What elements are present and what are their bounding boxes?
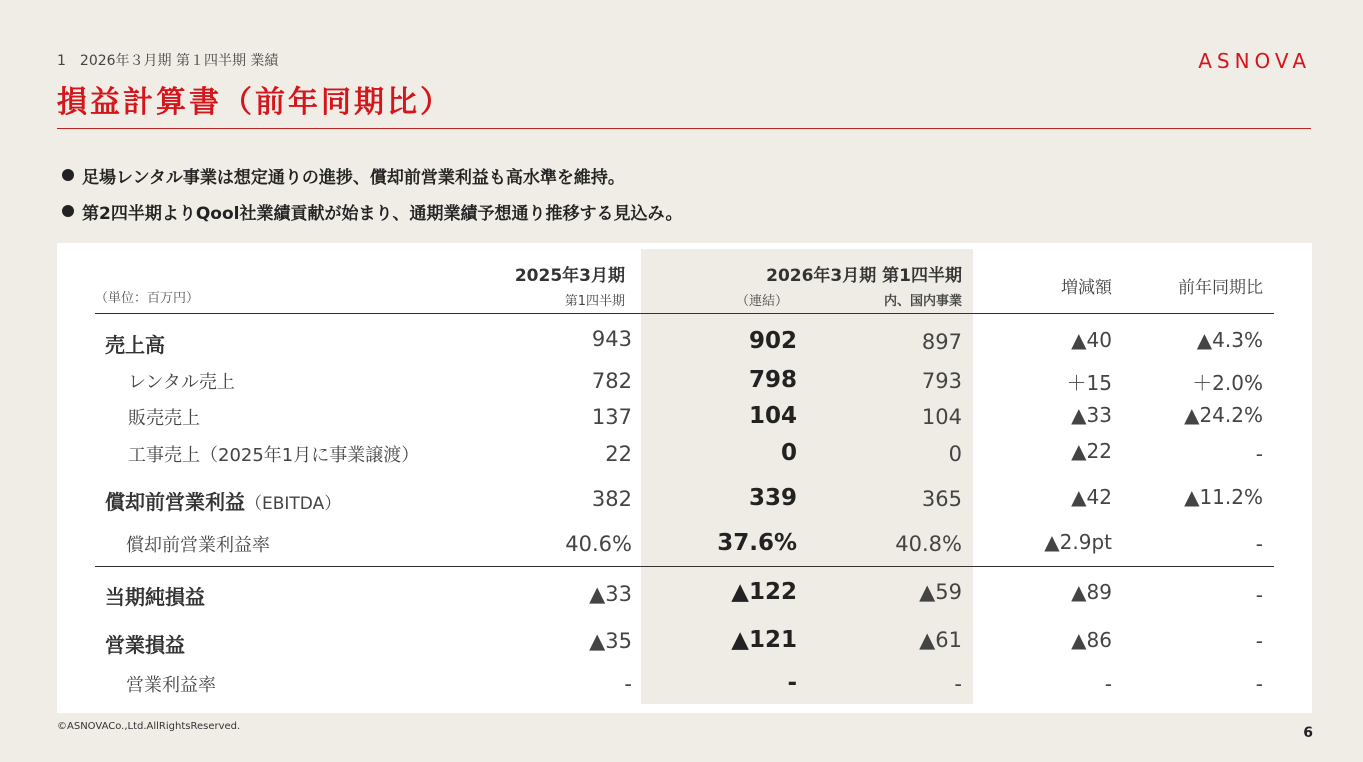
company-logo: ASNOVA xyxy=(1198,49,1311,73)
cell-cur: 37.6% xyxy=(717,530,797,556)
row-label-suffix: （EBITDA） xyxy=(245,494,342,514)
cell-change: ▲2.9pt xyxy=(1044,530,1112,554)
cell-yoy: - xyxy=(1255,629,1263,653)
bullet-dot-icon xyxy=(62,169,74,181)
cell-yoy: ▲11.2% xyxy=(1184,485,1263,509)
cell-prev: 943 xyxy=(591,327,632,351)
header-rule xyxy=(95,313,1274,314)
cell-yoy: ▲4.3% xyxy=(1196,328,1263,352)
row-label: 工事売上（2025年1月に事業譲渡） xyxy=(128,445,420,466)
cell-yoy: ▲24.2% xyxy=(1184,403,1263,427)
cell-prev: 382 xyxy=(591,487,632,511)
cell-yoy: - xyxy=(1255,532,1263,556)
cell-domestic: 104 xyxy=(921,405,962,429)
bullet-list xyxy=(62,157,682,229)
bullet-dot-icon xyxy=(62,205,74,217)
row-label: 営業損益 xyxy=(105,633,185,657)
bullet-item xyxy=(62,157,682,193)
cell-domestic: 0 xyxy=(948,442,962,466)
header-prev-period: 2025年3月期 xyxy=(514,266,625,286)
cell-change: ▲86 xyxy=(1071,628,1112,652)
cell-cur: ▲121 xyxy=(731,627,797,653)
cell-change: ▲33 xyxy=(1071,403,1112,427)
bullet-text: 第2四半期よりQool社業績貢献が始まり、通期業績予想通り推移する見込み。 xyxy=(82,203,683,224)
unit-note: （単位：百万円） xyxy=(95,291,200,306)
cell-cur: 902 xyxy=(748,328,797,354)
cell-prev: - xyxy=(624,672,632,696)
cell-change: ▲22 xyxy=(1071,439,1112,463)
row-label: 売上高 xyxy=(105,333,165,357)
row-label: 営業利益率 xyxy=(126,675,216,696)
cell-prev: 782 xyxy=(591,369,632,393)
bullet-text: 足場レンタル事業は想定通りの進捗、償却前営業利益も高水準を維持。 xyxy=(82,167,625,188)
row-label: 償却前営業利益率 xyxy=(126,535,270,556)
cell-domestic: ▲59 xyxy=(919,580,962,604)
page-title: 損益計算書（前年同期比） xyxy=(57,85,453,120)
cell-domestic: 40.8% xyxy=(895,532,962,556)
header-cur-period: 2026年3月期 第1四半期 xyxy=(766,266,962,286)
cell-cur: 0 xyxy=(780,440,797,466)
header-change-amount: 増減額 xyxy=(1061,278,1112,298)
page-number: 6 xyxy=(1303,725,1313,741)
cell-yoy: - xyxy=(1255,583,1263,607)
cell-change: ▲40 xyxy=(1071,328,1112,352)
cell-prev: ▲33 xyxy=(589,582,632,606)
row-label: 当期純損益 xyxy=(105,585,205,609)
header-prev-sub: 第1四半期 xyxy=(564,294,625,309)
cell-cur: ▲122 xyxy=(731,579,797,605)
cell-prev: 137 xyxy=(591,405,632,429)
cell-cur: 339 xyxy=(748,485,797,511)
cell-yoy: - xyxy=(1255,442,1263,466)
row-label-main: 償却前営業利益 xyxy=(105,490,245,514)
cell-domestic: 365 xyxy=(921,487,962,511)
section-label: 1 2026年３月期 第１四半期 業績 xyxy=(57,53,279,69)
cell-domestic: 897 xyxy=(921,330,962,354)
row-label xyxy=(105,486,341,515)
cell-change: - xyxy=(1104,672,1112,696)
cell-change: ＋15 xyxy=(1066,371,1112,395)
cell-change: ▲42 xyxy=(1071,485,1112,509)
title-divider xyxy=(57,128,1311,129)
cell-domestic: ▲61 xyxy=(919,628,962,652)
bullet-item xyxy=(62,193,682,229)
cell-change: ▲89 xyxy=(1071,580,1112,604)
cell-yoy: ＋2.0% xyxy=(1192,371,1263,395)
row-label: 販売売上 xyxy=(128,408,200,429)
header-yoy: 前年同期比 xyxy=(1178,278,1263,298)
cell-cur: 798 xyxy=(748,367,797,393)
section-rule xyxy=(95,566,1274,567)
cell-domestic: 793 xyxy=(921,369,962,393)
cell-prev: ▲35 xyxy=(589,629,632,653)
cell-yoy: - xyxy=(1255,672,1263,696)
cell-cur: 104 xyxy=(748,403,797,429)
row-label: レンタル売上 xyxy=(128,372,235,393)
copyright: ©ASNOVACo.,Ltd.AllRightsReserved. xyxy=(57,721,241,732)
cell-prev: 22 xyxy=(605,442,632,466)
cell-cur: - xyxy=(787,670,797,696)
header-cur-domestic: 内、国内事業 xyxy=(883,294,962,309)
cell-domestic: - xyxy=(954,672,962,696)
cell-prev: 40.6% xyxy=(565,532,632,556)
header-cur-consolidated: （連結） xyxy=(735,294,788,309)
